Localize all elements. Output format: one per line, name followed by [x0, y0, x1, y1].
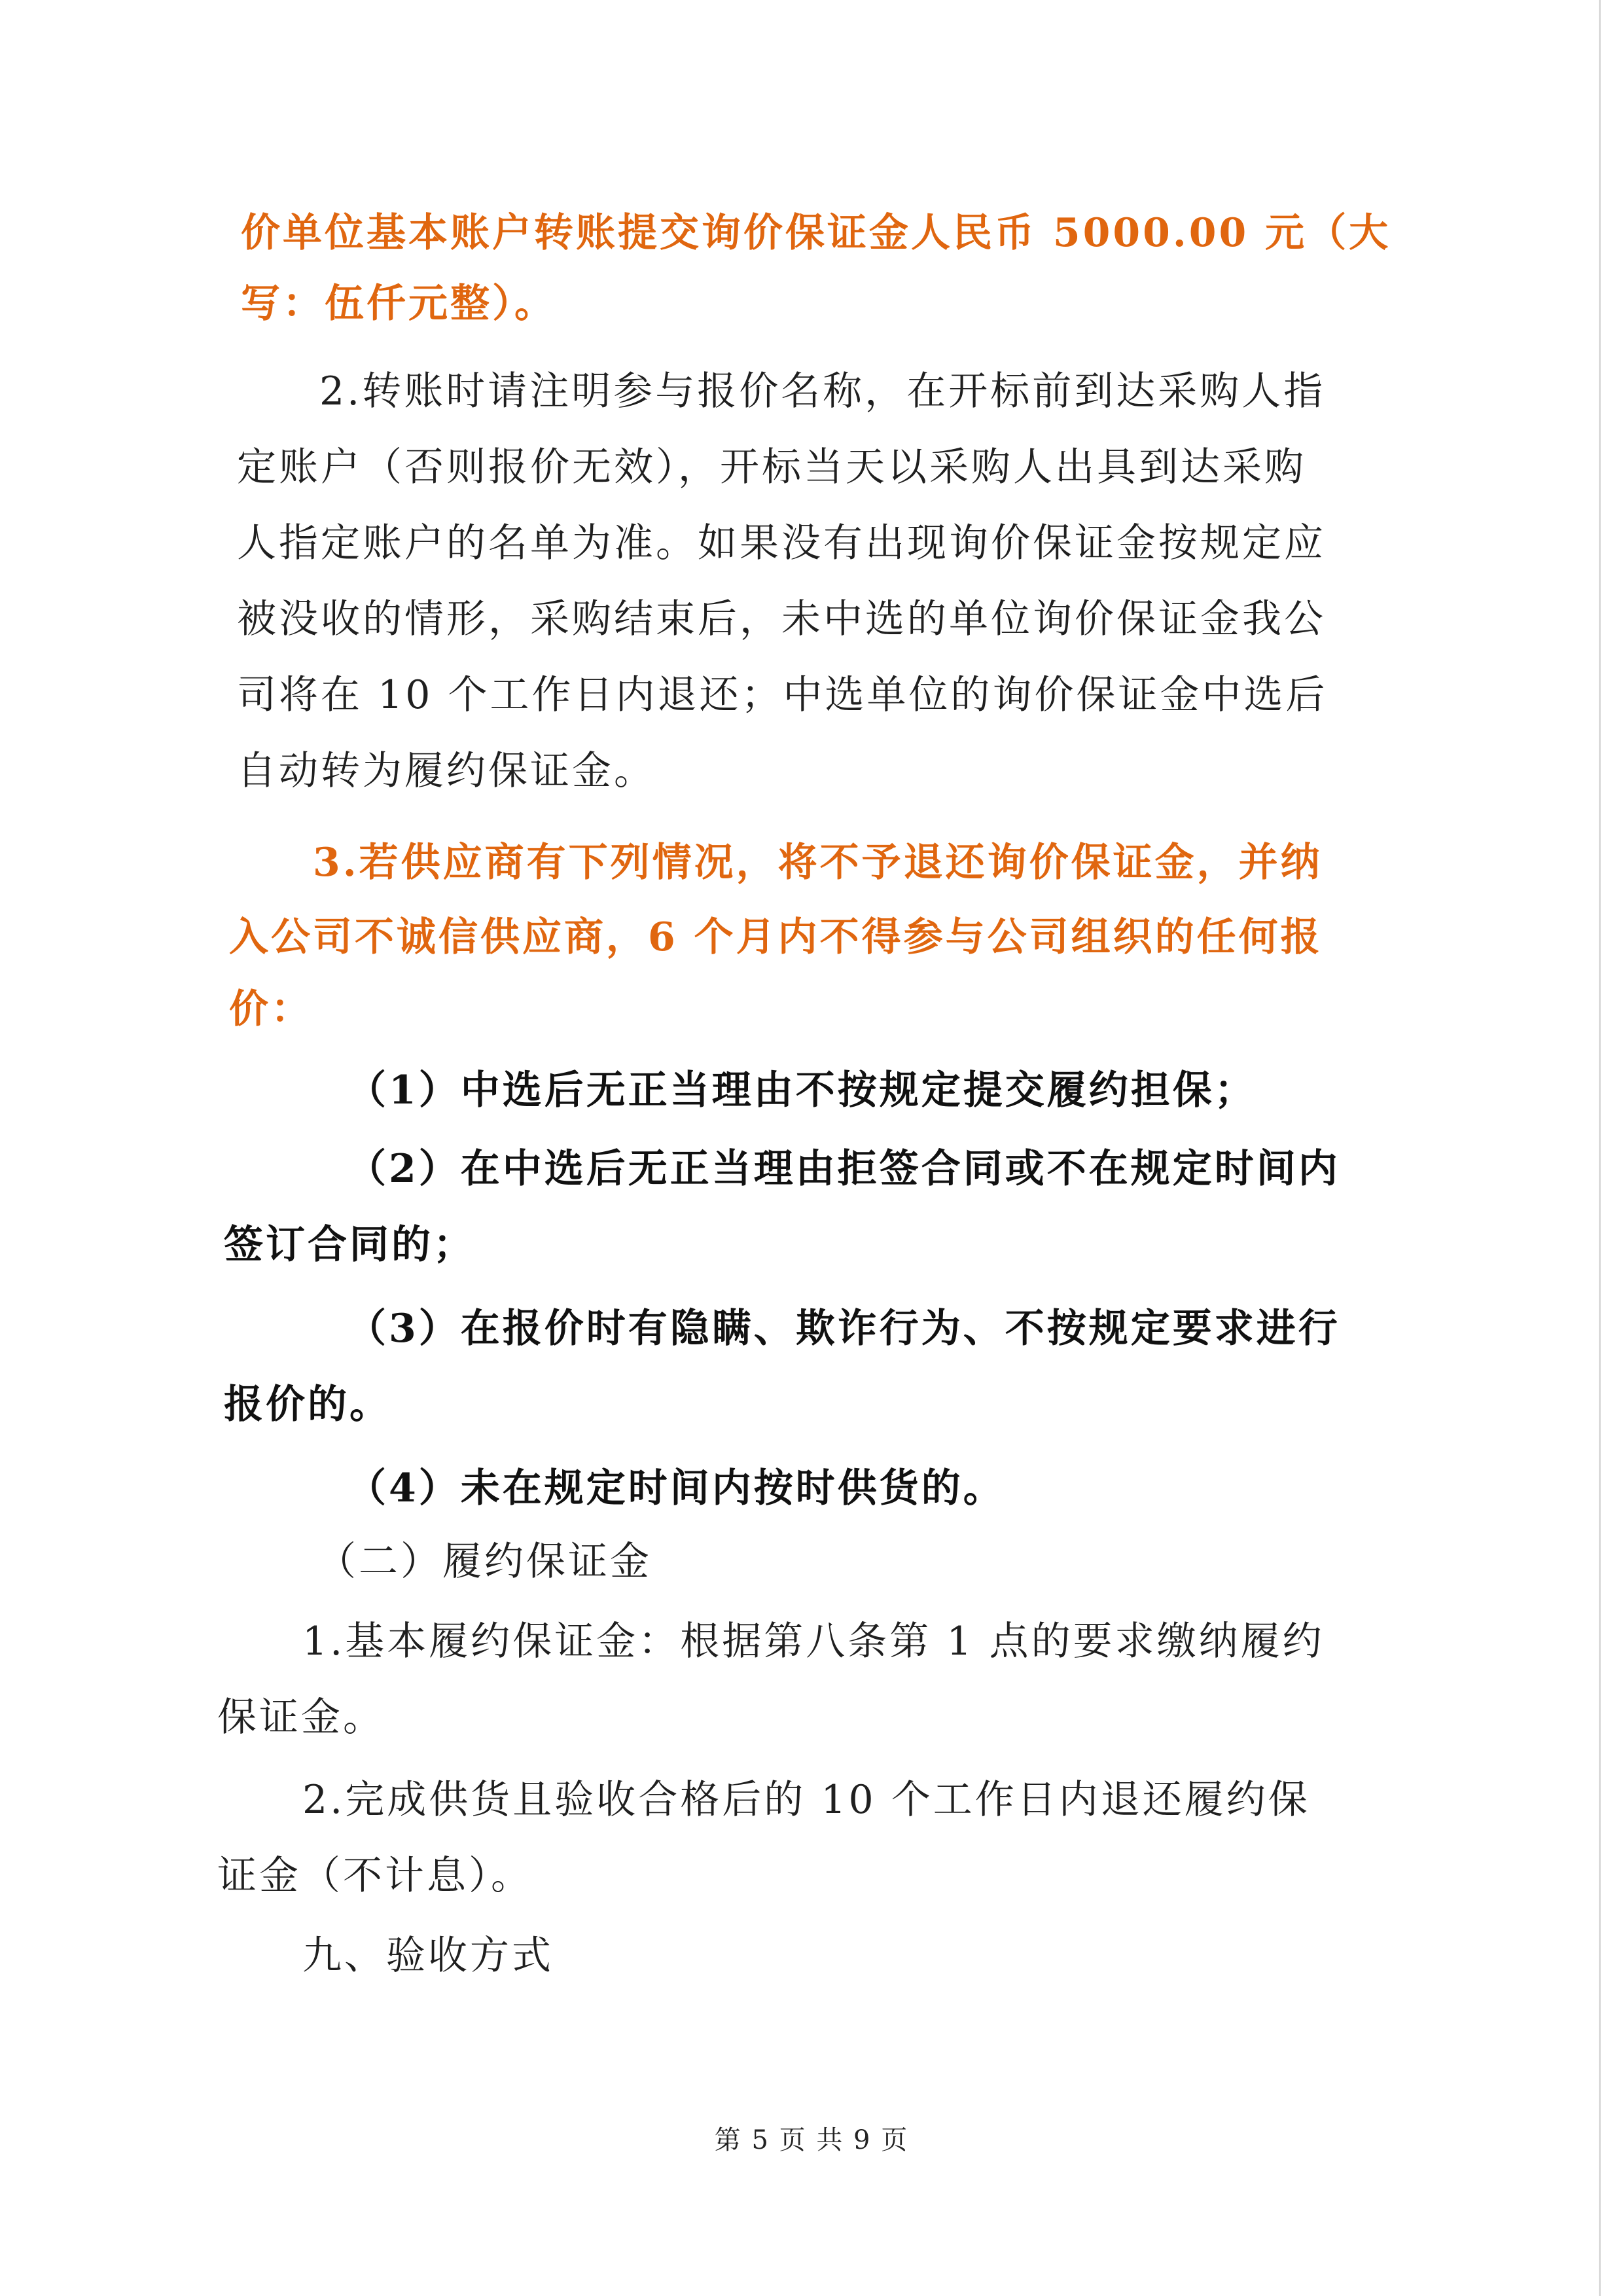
- condition-2-line-2: 签订合同的；: [224, 1222, 475, 1268]
- para-2-line-1: 2.转账时请注明参与报价名称，在开标前到达采购人指: [319, 368, 1326, 414]
- para-2-line-2: 定账户（否则报价无效），开标当天以采购人出具到达采购: [237, 444, 1306, 490]
- para-3-line-2: 入公司不诚信供应商，6 个月内不得参与公司组织的任何报: [229, 914, 1323, 960]
- condition-3-line-2: 报价的。: [224, 1382, 391, 1427]
- condition-4: （4）未在规定时间内按时供货的。: [347, 1465, 1005, 1511]
- performance-bond-item-1-line-1: 1.基本履约保证金：根据第八条第 1 点的要求缴纳履约: [302, 1619, 1325, 1664]
- scan-edge-line: [1599, 0, 1601, 2296]
- para-2-line-6: 自动转为履约保证金。: [237, 748, 656, 794]
- para-3-line-1: 3.若供应商有下列情况，将不予退还询价保证金，并纳: [313, 840, 1323, 886]
- para-2-line-4: 被没收的情形，采购结束后，未中选的单位询价保证金我公: [237, 596, 1326, 642]
- performance-bond-item-2-line-2: 证金（不计息）。: [217, 1853, 533, 1899]
- condition-1: （1）中选后无正当理由不按规定提交履约担保；: [347, 1067, 1257, 1113]
- condition-2-line-1: （2）在中选后无正当理由拒签合同或不在规定时间内: [347, 1146, 1340, 1192]
- performance-bond-item-2-line-1: 2.完成供货且验收合格后的 10 个工作日内退还履约保: [302, 1777, 1310, 1823]
- condition-3-line-1: （3）在报价时有隐瞒、欺诈行为、不按规定要求进行: [347, 1306, 1340, 1352]
- page-number-footer: 第 5 页 共 9 页: [714, 2125, 909, 2155]
- para-2-line-3: 人指定账户的名单为准。如果没有出现询价保证金按规定应: [237, 520, 1326, 566]
- section-9-heading: 九、验收方式: [302, 1933, 554, 1979]
- performance-bond-item-1-line-2: 保证金。: [217, 1695, 385, 1740]
- para-2-line-5: 司将在 10 个工作日内退还；中选单位的询价保证金中选后: [237, 672, 1328, 718]
- deposit-amount-line-1: 价单位基本账户转账提交询价保证金人民币 5000.00 元（大: [241, 210, 1391, 256]
- performance-bond-heading: （二）履约保证金: [317, 1539, 652, 1585]
- deposit-amount-line-2: 写：伍仟元整）。: [241, 281, 556, 327]
- para-3-line-3: 价：: [229, 986, 313, 1032]
